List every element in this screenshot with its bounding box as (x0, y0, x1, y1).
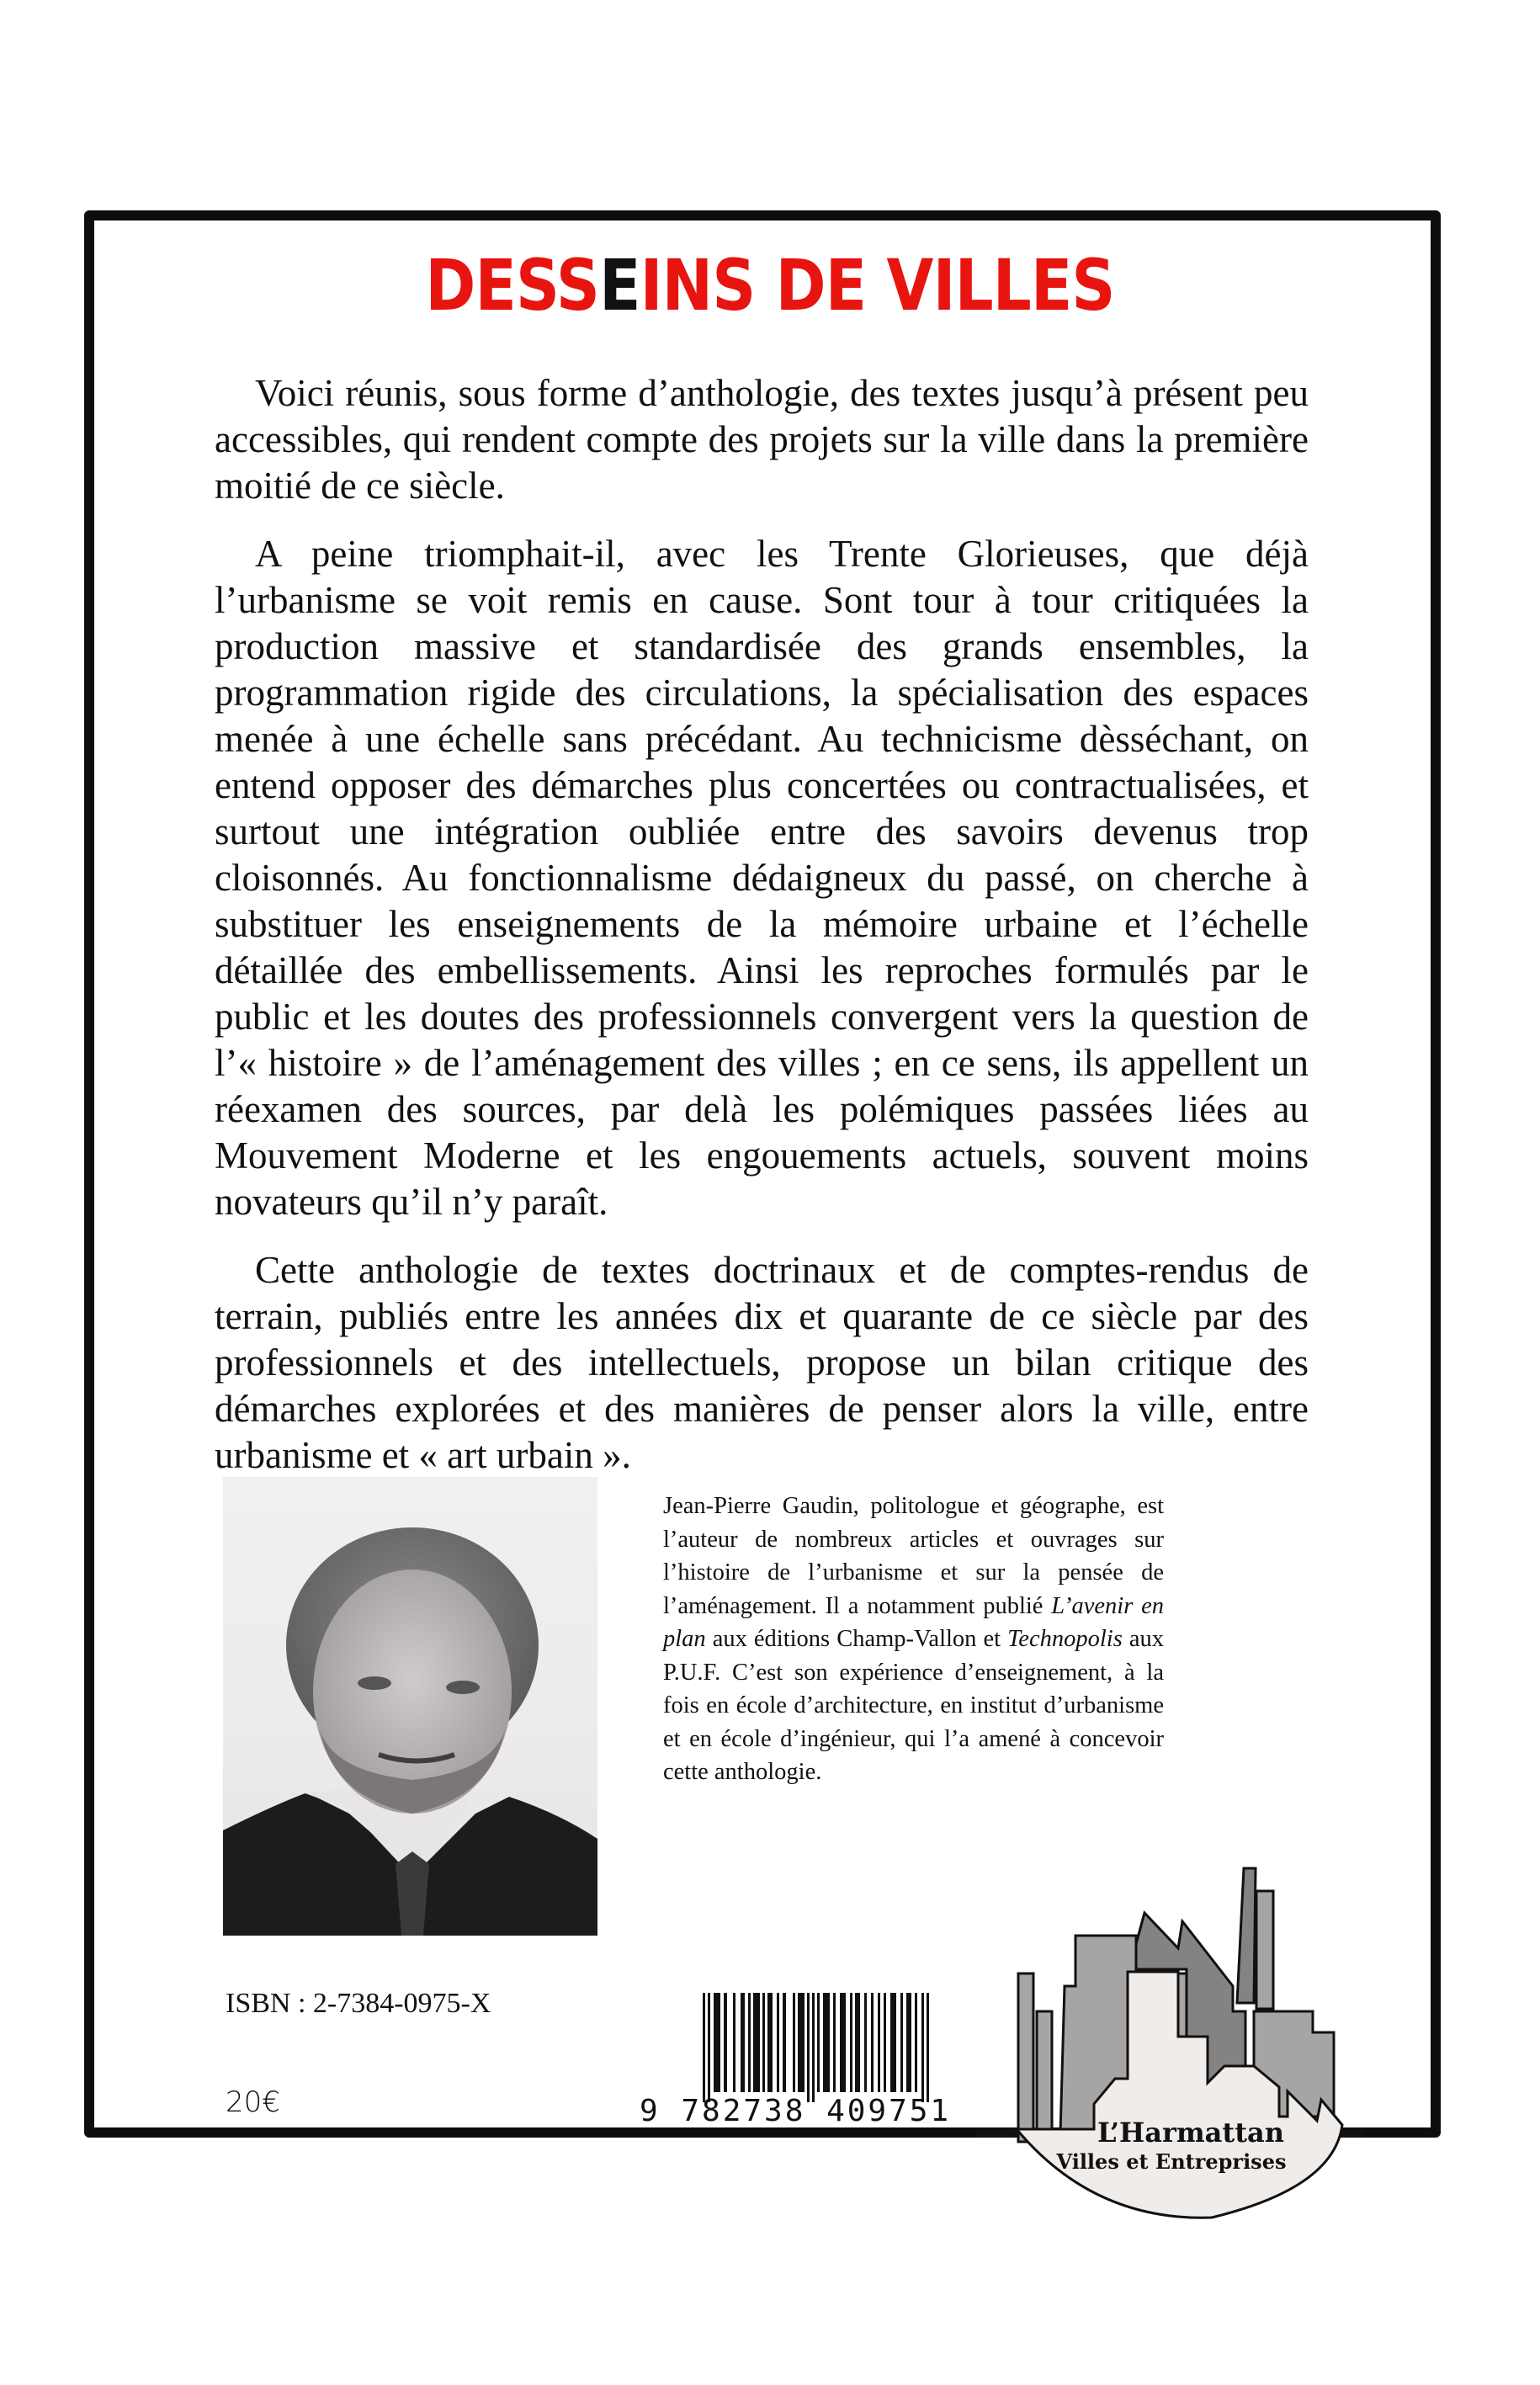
blurb-paragraph-1: Voici réunis, sous forme d’anthologie, des textes jusqu’à présent peu accessibles, qui rendent compte des projets sur la ville dans la première moitié de ce siècle. (215, 372, 1309, 507)
title-part-2: INS DE VILLES (640, 244, 1115, 327)
back-cover-blurb (215, 370, 1309, 1501)
bio-text-3: aux P.U.F. C’est son expérience d’enseignement, à la fois en école d’architecture, en institut d’urbanisme et en école d’ingénieur, qui l’a amené à concevoir cette anthologie. (663, 1626, 1164, 1785)
author-photo (223, 1477, 597, 1936)
title-part-1: DESS (425, 244, 600, 327)
barcode-icon (669, 1993, 955, 2102)
blurb-paragraph-3: Cette anthologie de textes doctrinaux et de comptes-rendus de terrain, publiés entre les années dix et quarante de ce siècle par des professionnels et des intellectuels, propose un bilan critique des démarches explorées et des manières de penser alors la ville, entre urbanisme et « art urbain ». (215, 1249, 1309, 1476)
price-label: 20€ (226, 2085, 280, 2119)
publisher-collection: Villes et Entreprises (1056, 2149, 1287, 2174)
barcode-number: 9 782738 409751 (640, 2094, 952, 2128)
title-highlight-letter: E (599, 244, 640, 327)
bio-text-1: Jean-Pierre Gaudin, politologue et géographe, est l’auteur de nombreux articles et ouvrages sur l’histoire de l’urbanisme et sur la pensée de l’aménagement. Il a notamment publié (663, 1493, 1164, 1619)
publisher-logo-icon (976, 1864, 1363, 2226)
bio-text-2: aux éditions Champ-Vallon et (705, 1626, 1008, 1652)
author-portrait-icon (223, 1477, 597, 1936)
author-bio (663, 1490, 1164, 1789)
bio-book-title-2: Technopolis (1007, 1626, 1123, 1652)
bio-book-title-1: L’avenir en plan (663, 1592, 1164, 1652)
isbn-label: ISBN : 2-7384-0975-X (226, 1988, 491, 2019)
publisher-name: L’Harmattan (1097, 2117, 1284, 2149)
book-title (108, 244, 1432, 327)
blurb-paragraph-2: A peine triomphait-il, avec les Trente Glorieuses, que déjà l’urbanisme se voit remis en cause. Sont tour à tour critiquées la production massive et standardisée des grands ensembles, la programmation rigide des circulations, la spécialisation des espaces menée à une échelle sans précédant. Au technicisme dèsséchant, on entend opposer des démarches plus concertées ou contractualisées, et surtout une intégration oubliée entre des savoirs devenus trop cloisonnés. Au fonctionnalisme dédaigneux du passé, on cherche à substituer les enseignements de la mémoire urbaine et l’échelle détaillée des embellissements. Ainsi les reproches formulés par le public et les doutes des professionnels convergent vers la question de l’« histoire » de l’aménagement des villes ; en ce sens, ils appellent un réexamen des sources, par delà les polémiques passées liées au Mouvement Moderne et les engouements actuels, souvent moins novateurs qu’il n’y paraît. (215, 533, 1309, 1223)
